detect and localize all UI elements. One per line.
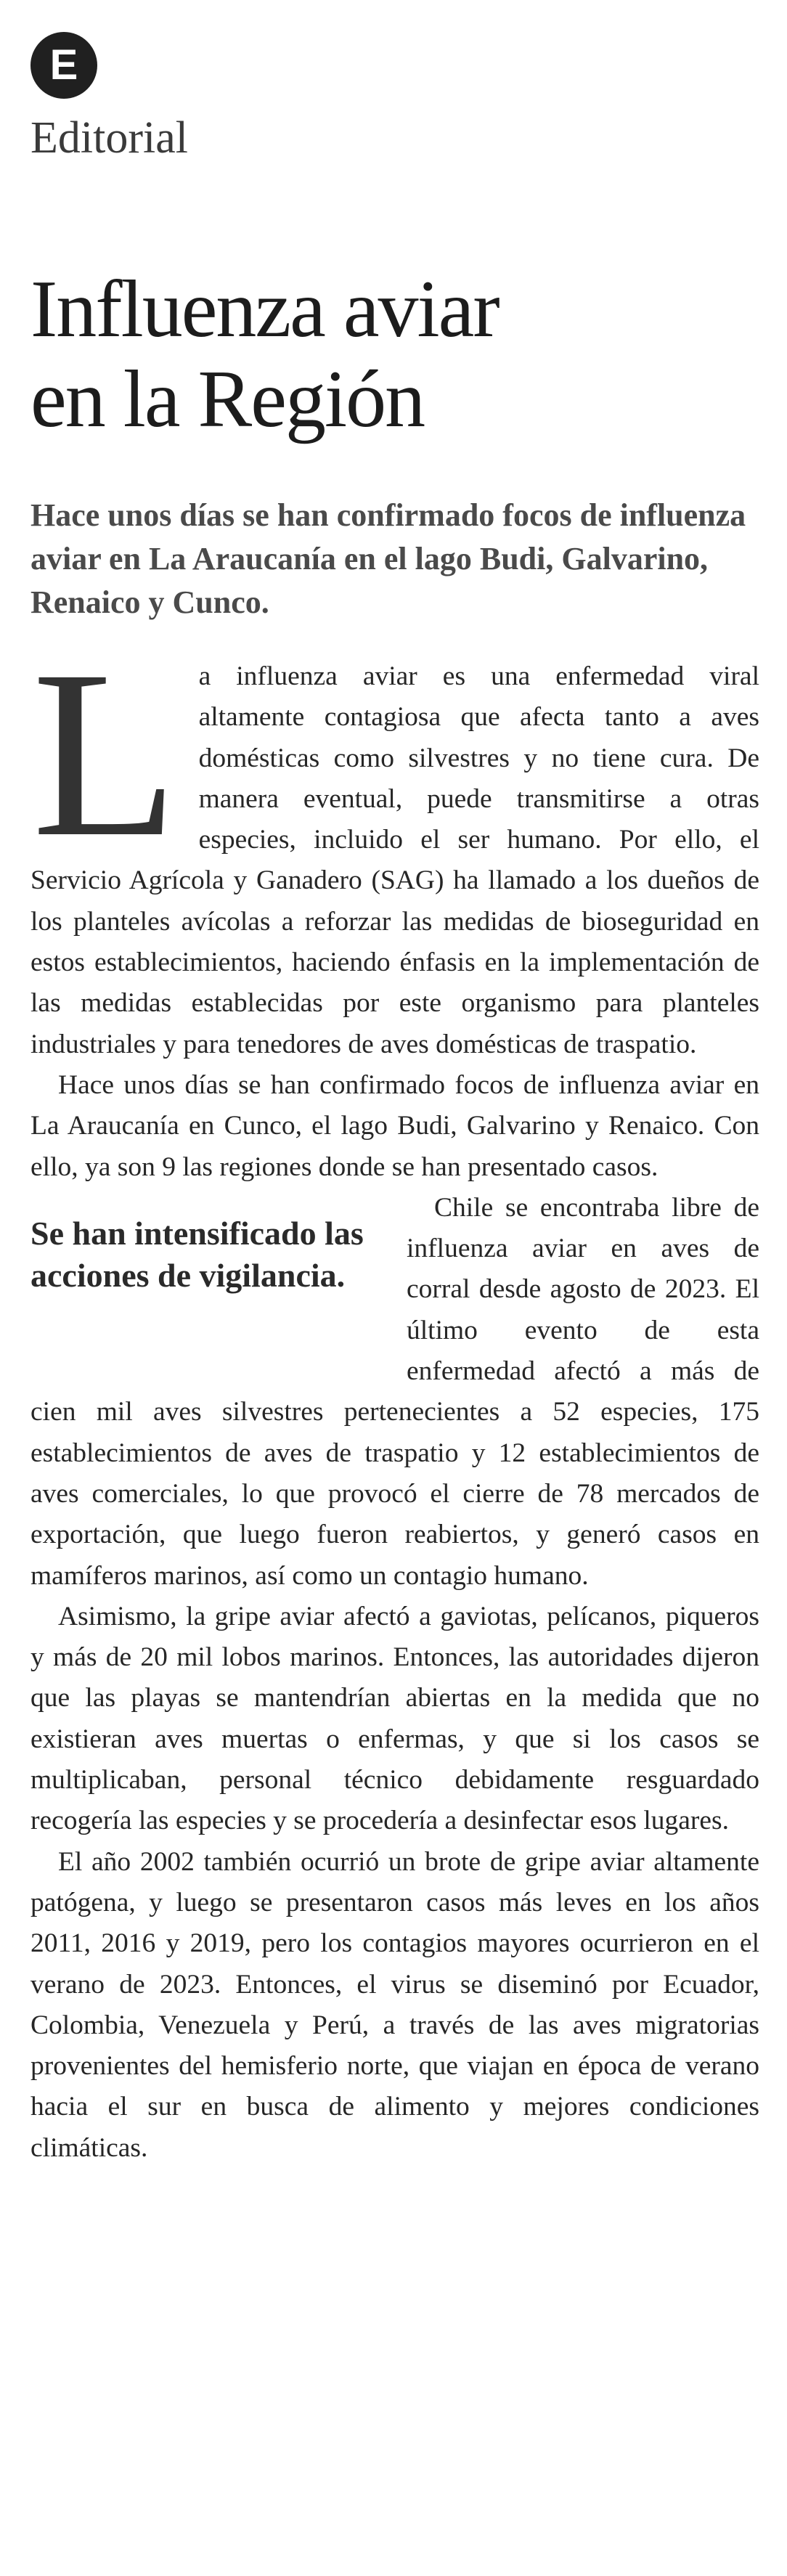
section-label: Editorial [30,113,188,163]
pull-quote: Se han intensificado las acciones de vigilancia. [30,1214,364,1294]
section-badge-icon: E [30,32,97,99]
paragraph-3 [30,1188,759,1597]
paragraph-4: Asimismo, la gripe aviar afectó a gaviotas, pelícanos, piqueros y más de 20 mil lobos marinos. Entonces, las autoridades dijeron que las playas se mantendrían abiertas en la medida que no existieran aves muertas o enfermas, y que si los casos se multiplicaban, personal técnico debidamente resguardado recogería las especies y se procedería a desinfectar esos lugares. [30,1601,759,1836]
paragraph-5: El año 2002 también ocurrió un brote de gripe aviar altamente patógena, y luego se presentaron casos más leves en los años 2011, 2016 y 2019, pero los contagios mayores ocurrieron en el verano de 2023. Entonces, el virus se diseminó por Ecuador, Colombia, Venezuela y Perú, a través de las aves migratorias provenientes del hemisferio norte, que viajan en época de verano hacia el sur en busca de alimento y mejores condiciones climáticas. [30,1846,759,2163]
paragraph-3-text: Chile se encontraba libre de influenza aviar en aves de corral desde agosto de 2023. El último evento de esta enfermedad afectó a más de cien mil aves silvestres pertenecientes a 52 especies, 175 establecimientos de aves de traspatio y 12 establecimientos de aves comerciales, lo que provocó el cierre de 78 mercados de exportación, que luego fueron reabiertos, y generó casos en mamíferos marinos, así como un contagio humano. [30,1192,759,1591]
paragraph-1-text: a influenza aviar es una enfermedad viral altamente contagiosa que afecta tanto a aves domésticas como silvestres y no tiene cura. De manera eventual, puede transmitirse a otras especies, incluido el ser humano. Por ello, el Servicio Agrícola y Ganadero (SAG) ha llamado a los dueños de los planteles avícolas a reforzar las medidas de bioseguridad en estos establecimientos, haciendo énfasis en la implementación de las medidas establecidas por este organismo para planteles industriales y para tenedores de aves domésticas de traspatio. [30,661,759,1059]
paragraph-1 [30,621,759,1065]
paragraph-2: Hace unos días se han confirmado focos de influenza aviar en La Araucanía en Cunco, el lago Budi, Galvarino y Renaico. Con ello, ya son 9 las regiones donde se han presentado casos. [30,1069,759,1182]
deck-subtitle: Hace unos días se han confirmado focos de influenza aviar en La Araucanía en el lago Budi, Galvarino, Renaico y Cunco. [30,497,746,620]
drop-cap: L [32,621,179,886]
headline-line-1: Influenza aviar [30,264,499,354]
headline-line-2: en la Región [30,354,425,444]
headline [30,264,757,444]
article-body [30,621,759,2169]
